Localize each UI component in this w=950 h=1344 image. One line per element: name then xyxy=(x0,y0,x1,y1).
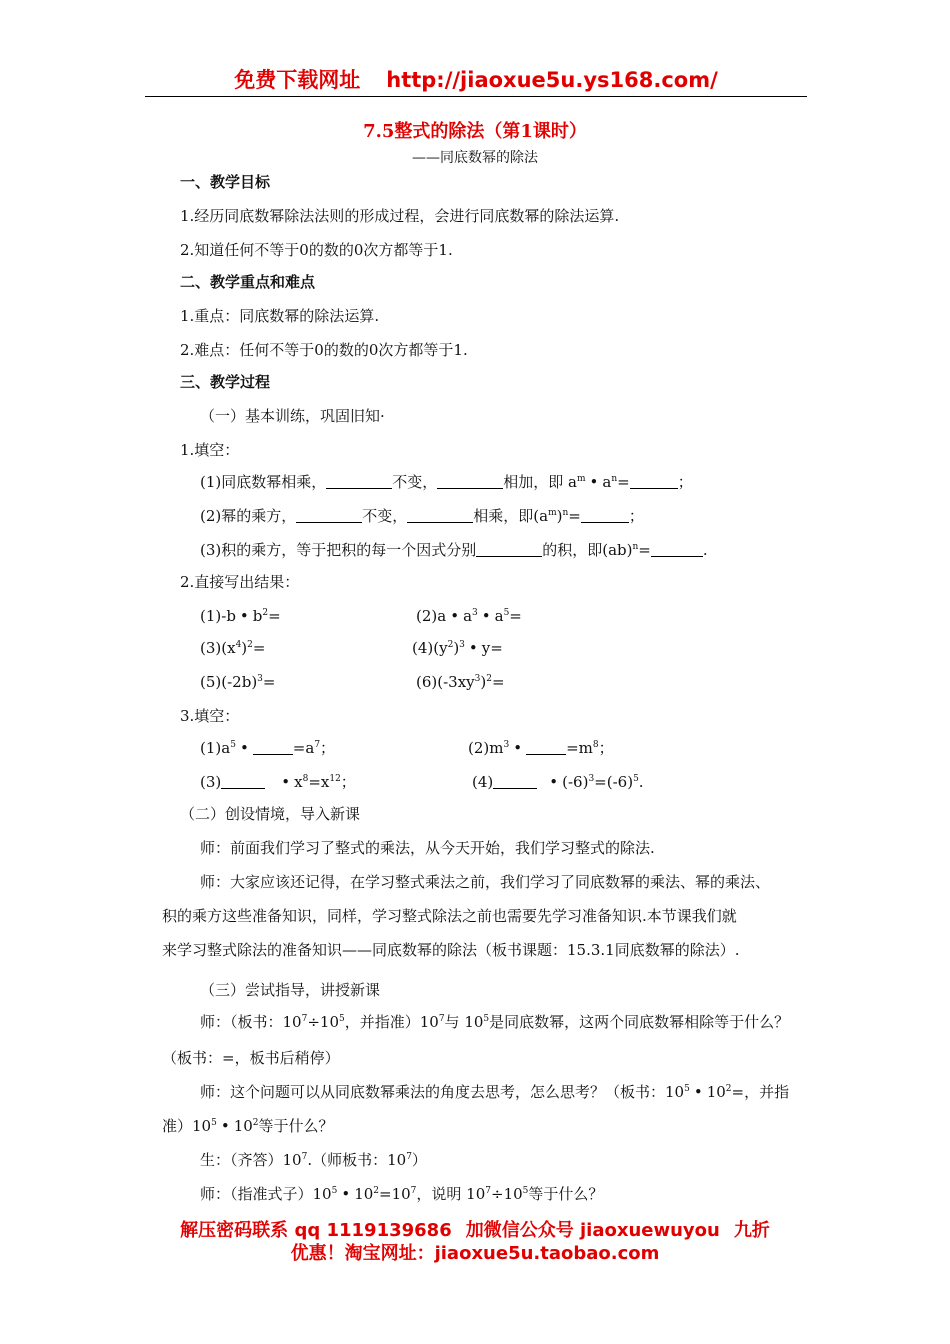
section-heading-process: 三、教学过程 xyxy=(180,373,271,391)
blank[interactable] xyxy=(326,474,392,489)
header-label: 免费下载网址 xyxy=(234,68,361,92)
part-1-heading: （一）基本训练，巩固旧知· xyxy=(200,407,385,425)
result-3: $(3)(x^4)^2=$ xyxy=(200,639,266,657)
part-3-heading: （三）尝试指导，讲授新课 xyxy=(200,981,381,999)
teacher-line-1: 师：前面我们学习了整式的乘法，从今天开始，我们学习整式的除法. xyxy=(200,839,655,857)
goal-1: 1.经历同底数幂除法法则的形成过程，会进行同底数幂的除法运算. xyxy=(180,207,620,225)
result-1: (1)-b • $b^2=$ xyxy=(200,607,281,625)
blank[interactable] xyxy=(493,774,537,789)
result-5: $(5)(-2b)^3=$ xyxy=(200,673,276,691)
blank[interactable] xyxy=(581,508,629,523)
question-3-label: 3.填空： xyxy=(180,707,240,725)
dialog-line-2: （板书：=，板书后稍停） xyxy=(162,1049,340,1067)
teacher-line-2a: 师：大家应该还记得，在学习整式乘法之前，我们学习了同底数幂的乘法、幂的乘法、 xyxy=(200,873,771,891)
blank[interactable] xyxy=(651,542,703,557)
blank[interactable] xyxy=(526,740,566,755)
result-2: (2)a • $a^3$ • $a^5=$ xyxy=(416,607,522,625)
dialog-line-5: 生：（齐答）$10^7$.（师板书：$10^7$） xyxy=(200,1151,427,1169)
dialog-line-3: 师：这个问题可以从同底数幂乘法的角度去思考，怎么思考？（板书：$10^5$ • $10^2=$，并指 xyxy=(200,1083,790,1101)
result-6: $(6)(-3xy^3)^2=$ xyxy=(416,673,505,691)
blank[interactable] xyxy=(296,508,362,523)
section-heading-goals: 一、教学目标 xyxy=(180,173,271,191)
fill-row-2: (2)幂的乘方， 不变， 相乘，即$(a^m)^n=$ ； xyxy=(200,507,644,525)
fill3-1: $(1)a^5$ • $=a^7$； xyxy=(200,739,336,757)
blank[interactable] xyxy=(407,508,473,523)
fill3-4: (4) • $(-6)^3=(-6)^5$. xyxy=(472,773,644,791)
footer-discount: 九折 xyxy=(733,1220,770,1241)
result-4: $(4)(y^2)^3$ • y= xyxy=(412,639,503,657)
teacher-line-2b: 积的乘方这些准备知识，同样，学习整式除法之前也需要先学习准备知识.本节课我们就 xyxy=(162,907,737,925)
section-heading-key-points: 二、教学重点和难点 xyxy=(180,273,316,291)
difficult-point: 2.难点：任何不等于0的数的0次方都等于1. xyxy=(180,341,468,359)
footer-wechat: 加微信公众号 jiaoxuewuyou xyxy=(465,1220,720,1241)
footer-contact: 解压密码联系 qq 1119139686 xyxy=(180,1220,452,1241)
question-2-label: 2.直接写出结果： xyxy=(180,573,300,591)
header-url[interactable]: http://jiaoxue5u.ys168.com/ xyxy=(386,68,718,92)
page-subtitle: ——同底数幂的除法 xyxy=(412,150,538,166)
blank[interactable] xyxy=(437,474,503,489)
goal-2: 2.知道任何不等于0的数的0次方都等于1. xyxy=(180,241,453,259)
part-2-heading: （二）创设情境，导入新课 xyxy=(180,805,361,823)
fill-row-3: (3)积的乘方，等于把积的每一个因式分别 的积，即(ab)$^n$= . xyxy=(200,541,708,559)
fill3-2: $(2)m^3$ • $=m^8$； xyxy=(468,739,614,757)
header-rule xyxy=(145,96,807,97)
footer-line-2[interactable]: 优惠！淘宝网址：jiaoxue5u.taobao.com xyxy=(290,1243,660,1264)
question-1-label: 1.填空： xyxy=(180,441,240,459)
dialog-line-1: 师：（板书：$10^7\div 10^5$，并指准）$10^7$与 $10^5$是同底数幂，这两个同底数幂相除等于什么？ xyxy=(200,1013,790,1031)
blank[interactable] xyxy=(630,474,678,489)
blank[interactable] xyxy=(221,774,265,789)
dialog-line-6: 师：（指准式子）$10^5$ • $10^2=10^7$，说明 $10^7\div 10^5$等于什么？ xyxy=(200,1185,604,1203)
blank[interactable] xyxy=(476,542,542,557)
teacher-line-2c: 来学习整式除法的准备知识——同底数幂的除法（板书课题：15.3.1同底数幂的除法）. xyxy=(162,941,740,959)
blank[interactable] xyxy=(253,740,293,755)
page-title: 7.5整式的除法（第1课时） xyxy=(363,121,587,142)
key-point: 1.重点：同底数幂的除法运算. xyxy=(180,307,380,325)
fill-row-1: (1)同底数幂相乘， 不变， 相加，即 $a^m$ • $a^n=$ ； xyxy=(200,473,693,491)
footer-line-1 xyxy=(0,1220,950,1242)
header-banner xyxy=(145,66,807,94)
dialog-line-4: 准）$10^5$ • $10^2$等于什么？ xyxy=(162,1117,334,1135)
fill3-3: (3) • $x^8=x^{12}$； xyxy=(200,773,356,791)
